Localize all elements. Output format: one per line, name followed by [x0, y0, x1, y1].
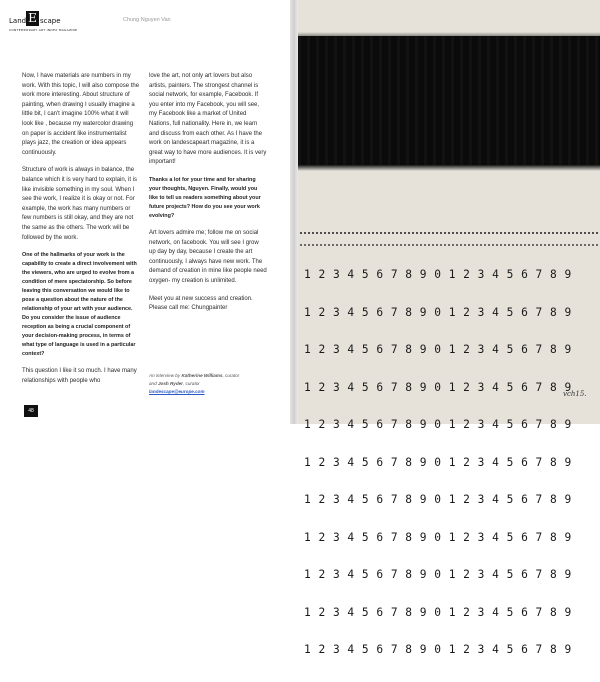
- masthead-tagline: CONTEMPORARY ART INDEX MAGAZINE: [9, 28, 78, 32]
- interview-question: One of the hallmarks of your work is the capability to create a direct involvement with the viewers, who are urged to evolve from a condition of mere spectatorship. So before leaving this conversation we would like to pose a question about the nature of the relationship of your art with your audience. Do you consider the issue of audience reception as being a crucial component of your decision-making process, in terms of what type of language is used in a particular context?: [22, 252, 137, 358]
- number-row: 1 2 3 4 5 6 7 8 9 0 1 2 3 4 5 6 7 8 9: [304, 418, 572, 431]
- email-link[interactable]: landescape@europe.com: [149, 388, 205, 394]
- credit-name-josh: Josh Ryder: [157, 380, 183, 386]
- artist-name-header: Chung Nguyen Van: [123, 17, 171, 23]
- answer-paragraph: Now, I have materials are numbers in my work. With this topic, I will also compose the work more interesting. About structure of painting, when drawing I usually imagine a little bit, I can't imagine 100% what it will look like , because my watercolor drawing on paper is accident like instrumentalist plays jazz, the creation or idea appears continuously.: [22, 73, 140, 156]
- masthead-logo: [9, 11, 78, 37]
- page-gutter: [290, 0, 298, 424]
- number-row: 1 2 3 4 5 6 7 8 9 0 1 2 3 4 5 6 7 8 9: [304, 530, 572, 544]
- page-number: 48: [24, 405, 38, 417]
- ink-band-edge: [298, 165, 600, 171]
- ink-brush-texture: [298, 36, 600, 167]
- answer-paragraph: Art lovers admire me; follow me on social network, on facebook. You will see I grow up day by day, because I create the art continuously, I always have new work. The demand of creation in mine like people need oxygen- my creation is unlimited.: [149, 229, 267, 284]
- answer-paragraph: This question I like it so much. I have many relationships with people who: [22, 368, 137, 384]
- artwork-page: [298, 0, 600, 656]
- answer-paragraph: Meet you at new success and creation. Please call me: Chungpainter: [149, 295, 253, 312]
- left-page: [0, 0, 290, 424]
- number-row: 1 2 3 4 5 6 7 8 9 0 1 2 3 4 5 6 7 8 9: [304, 268, 572, 281]
- number-row: 1 2 3 4 5 6 7 8 9 0 1 2 3 4 5 6 7 8 9: [304, 493, 572, 506]
- number-row: 1 2 3 4 5 6 7 8 9 0 1 2 3 4 5 6 7 8 9: [304, 305, 572, 319]
- credit-name-katherine: Katherine Williams: [181, 372, 223, 378]
- number-row: 1 2 3 4 5 6 7 8 9 0 1 2 3 4 5 6 7 8 9: [304, 455, 572, 469]
- number-row: 1 2 3 4 5 6 7 8 9 0 1 2 3 4 5 6 7 8 9: [304, 605, 572, 619]
- credit-text: An interview by: [149, 372, 182, 378]
- text-column-right: [149, 72, 267, 396]
- credit-text: and: [149, 380, 158, 386]
- answer-paragraph: love the art, not only art lovers but also artists, painters. The strongest channel is social network, for example, Facebook. If you enter into my Facebook, you will see, my Facebook like a market of United Nations, full nationality. Here in, we learn and discuss from each other. As I have the work on landescapeart magazine, it is a great way to have more audiences. It is very important!: [149, 73, 267, 166]
- interview-question: Thanks a lot for your time and for sharing your thoughts, Nguyen. Finally, would you like to tell us readers something about your future projects? How do you see your work evolving?: [149, 176, 261, 219]
- answer-paragraph: Structure of work is always in balance, the balance which it is very hard to explain, it is like invisible something in my soul. When I see the work, I realize it is okay or not. For example, the work has many numbers or few numbers is still okay, and they are not the same as the others. The work will be followed by the work.: [22, 167, 138, 241]
- credit-text: , curator: [222, 372, 240, 378]
- number-row: 1 2 3 4 5 6 7 8 9 0 1 2 3 4 5 6 7 8 9: [304, 343, 572, 356]
- masthead-e-block: E: [26, 11, 39, 26]
- number-row: 1 2 3 4 5 6 7 8 9 0 1 2 3 4 5 6 7 8 9: [304, 568, 572, 581]
- interview-credit: [149, 372, 267, 396]
- number-row: 1 2 3 4 5 6 7 8 9 0 1 2 3 4 5 6 7 8 9: [304, 643, 572, 656]
- credit-text: , curator: [182, 380, 200, 386]
- masthead-land: Land: [9, 17, 27, 25]
- number-row: 1 2 3 4 5 6 7 8 9 0 1 2 3 4 5 6 7 8 9: [304, 380, 572, 394]
- artist-signature: vch15.: [563, 390, 587, 398]
- masthead-scape: scape: [40, 17, 61, 25]
- text-column-left: [22, 72, 140, 394]
- handwritten-numbers: [304, 244, 594, 682]
